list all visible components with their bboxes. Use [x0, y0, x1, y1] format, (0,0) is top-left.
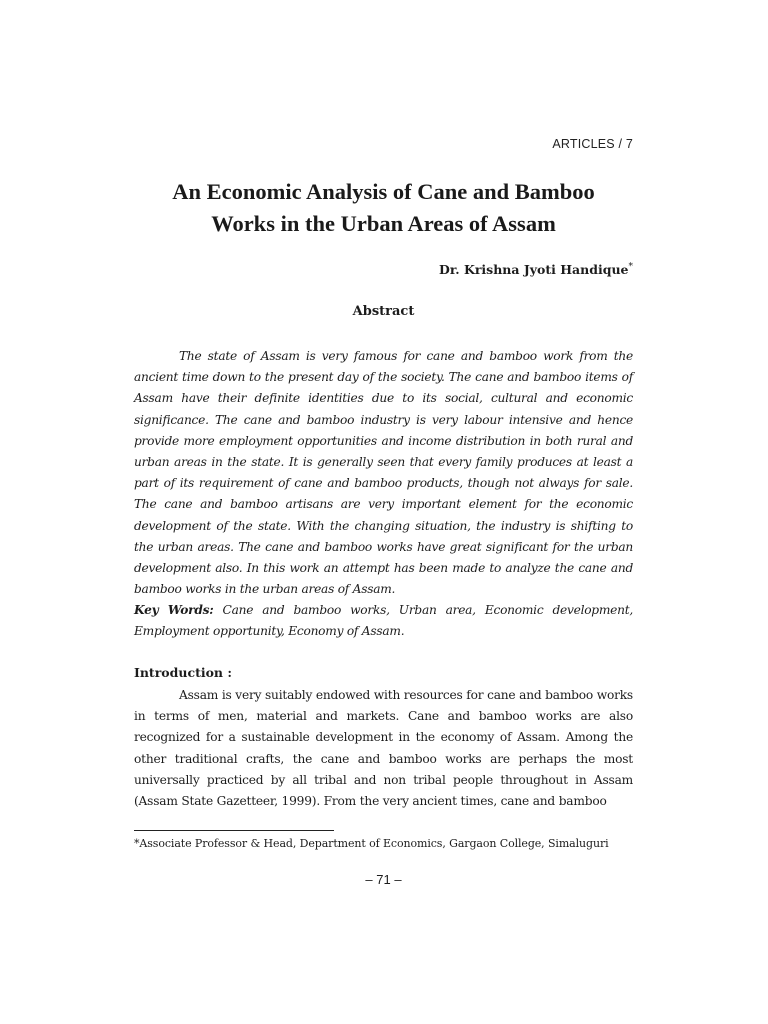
introduction-heading: Introduction :	[134, 665, 232, 680]
page-number: – 71 –	[365, 872, 402, 887]
article-title-line-2: Works in the Urban Areas of Assam	[211, 211, 556, 236]
footnote-divider	[134, 830, 334, 831]
article-title	[134, 176, 633, 240]
abstract-text: The state of Assam is very famous for cane and bamboo work from the ancient time down to the present day of the society. The cane and bamboo items of Assam have their definite identities due to its social, cultural and economic significance. The cane and bamboo industry is very labour intensive and hence provide more employment opportunities and income distribution in both rural and urban areas in the state. It is generally seen that every family produces at least a part of its requirement of cane and bamboo products, though not always for sale. The cane and bamboo artisans are very important element for the economic development of the state. With the changing situation, the industry is shifting to the urban areas. The cane and bamboo works have great significant for the urban development also. In this work an attempt has been made to analyze the cane and bamboo works in the urban areas of Assam.	[134, 349, 633, 597]
article-page	[134, 0, 633, 1024]
author-footnote-marker: *	[628, 262, 633, 272]
abstract-heading: Abstract	[352, 304, 415, 319]
keywords-label: Key Words:	[134, 603, 214, 617]
author-byline	[439, 262, 633, 277]
footnote: *Associate Professor & Head, Department of Economics, Gargaon College, Simaluguri	[134, 837, 609, 850]
introduction-text: Assam is very suitably endowed with resources for cane and bamboo works in terms of men, material and markets. Cane and bamboo works are also recognized for a sustainable development in the economy of Assam. Among the other traditional crafts, the cane and bamboo works are perhaps the most universally practiced by all tribal and non tribal people throughout in Assam (Assam State Gazetteer, 1999). From the very ancient times, cane and bamboo	[134, 688, 633, 809]
article-title-line-1: An Economic Analysis of Cane and Bamboo	[172, 179, 595, 204]
keywords-paragraph	[134, 600, 633, 642]
author-name: Dr. Krishna Jyoti Handique	[438, 262, 629, 278]
running-head: ARTICLES / 7	[552, 137, 633, 151]
keywords-text: Cane and bamboo works, Urban area, Economic development, Employment opportunity, Economy of Assam.	[134, 603, 633, 639]
